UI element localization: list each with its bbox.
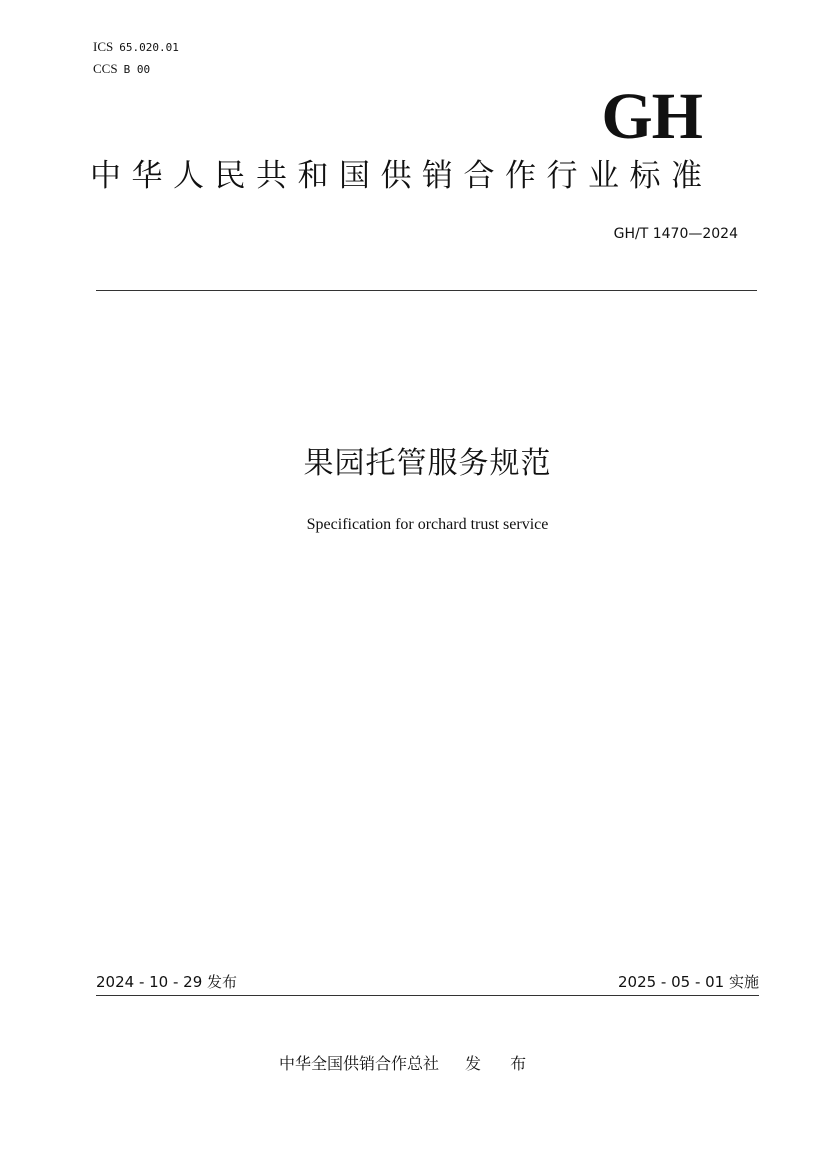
bottom-divider [96,995,759,996]
ccs-value: B 00 [123,63,151,76]
ics-value: 65.020.01 [119,41,179,54]
ccs-classification [93,62,150,77]
publish-label: 发 布 [465,1054,539,1073]
gh-logo: GH [601,80,702,153]
ics-label: ICS [93,39,114,54]
issue-date: 2024 - 10 - 29 发布 [96,973,238,991]
standard-number: GH/T 1470—2024 [613,226,738,242]
issuer-name: 中华全国供销合作总社 [279,1054,440,1073]
ccs-label: CCS [93,61,118,76]
org-standard-title: 中华人民共和国供销合作行业标准 [90,158,713,194]
issuer-line [279,1053,538,1075]
document-title-english: Specification for orchard trust service [306,516,549,533]
top-divider [96,290,757,291]
implementation-date: 2025 - 05 - 01 实施 [617,973,759,991]
document-title-chinese: 果园托管服务规范 [303,446,552,481]
ics-classification [93,40,179,55]
